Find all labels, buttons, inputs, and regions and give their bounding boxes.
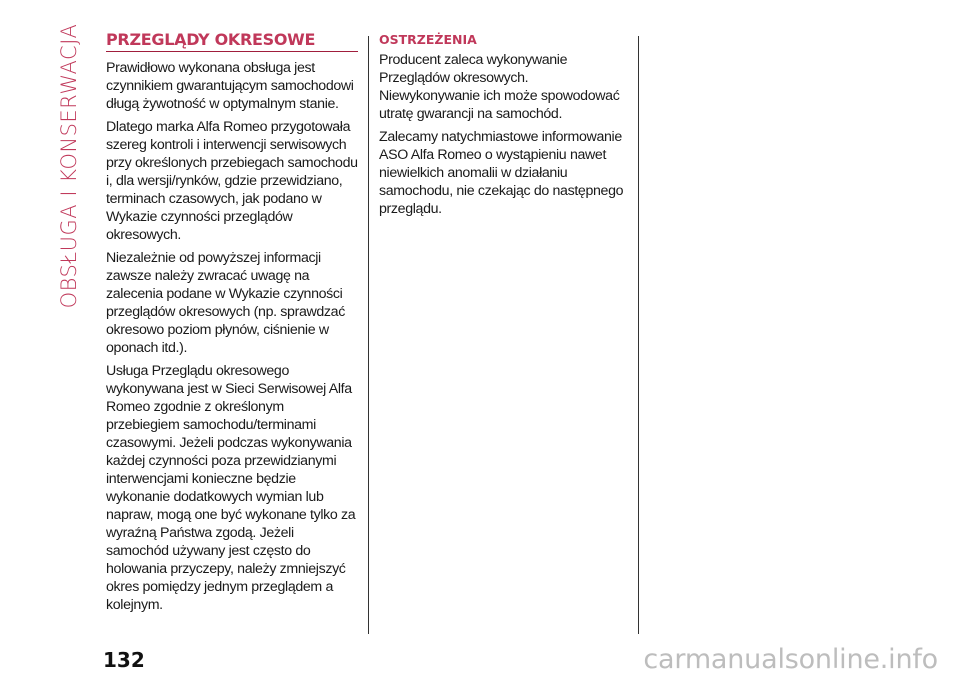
paragraph: Prawidłowo wykonana obsługa jest czynnikiem gwarantującym samochodowi długą żywotność w optymalnym stanie. [106, 60, 354, 112]
paragraph: Niezależnie od powyższej informacji zawsze należy zwracać uwagę na zalecenia podane w Wykazie czynności przeglądów okresowych (np. sprawdzać okresowo poziom płynów, ciśnienie w oponach itd.). [106, 250, 345, 356]
column-divider [638, 36, 639, 634]
watermark: carmanualsonline.info [643, 644, 938, 675]
warnings-title: OSTRZEŻENIA [379, 32, 477, 47]
section-title: PRZEGLĄDY OKRESOWE [106, 30, 358, 52]
side-section-tab [52, 23, 86, 309]
paragraph: Zalecamy natychmiastowe informowanie ASO Alfa Romeo o wystąpieniu nawet niewielkich anomalii w działaniu samochodu, nie czekając do następnego przeglądu. [379, 129, 624, 217]
column-divider [368, 36, 369, 634]
side-section-label: OBSŁUGA I KONSERWACJA [57, 23, 81, 309]
page-number: 132 [103, 648, 145, 672]
left-column [106, 30, 358, 619]
paragraph: Dlatego marka Alfa Romeo przygotowała szereg kontroli i interwencji serwisowych przy określonych przebiegach samochodu i, dla wersji/rynków, gdzie przewidziano, terminach czasowych, jak podano w Wykazie czynności przeglądów okresowych. [106, 119, 358, 243]
left-body [106, 59, 358, 614]
warnings-body [379, 51, 631, 218]
paragraph: Usługa Przeglądu okresowego wykonywana jest w Sieci Serwisowej Alfa Romeo zgodnie z określonym przebiegiem samochodu/terminami czasowymi. Jeżeli podczas wykonywania każdej czynności poza przewidzianymi interwencjami konieczne będzie wykonanie dodatkowych wymian lub napraw, mogą one być wykonane tylko za wyraźną Państwa zgodą. Jeżeli samochód używany jest często do holowania przyczepy, należy zmniejszyć okres pomiędzy jednym przeglądem a kolejnym. [106, 363, 356, 613]
warnings-column [379, 31, 631, 223]
paragraph: Producent zaleca wykonywanie Przeglądów okresowych. Niewykonywanie ich może spowodować utratę gwarancji na samochód. [379, 52, 620, 122]
